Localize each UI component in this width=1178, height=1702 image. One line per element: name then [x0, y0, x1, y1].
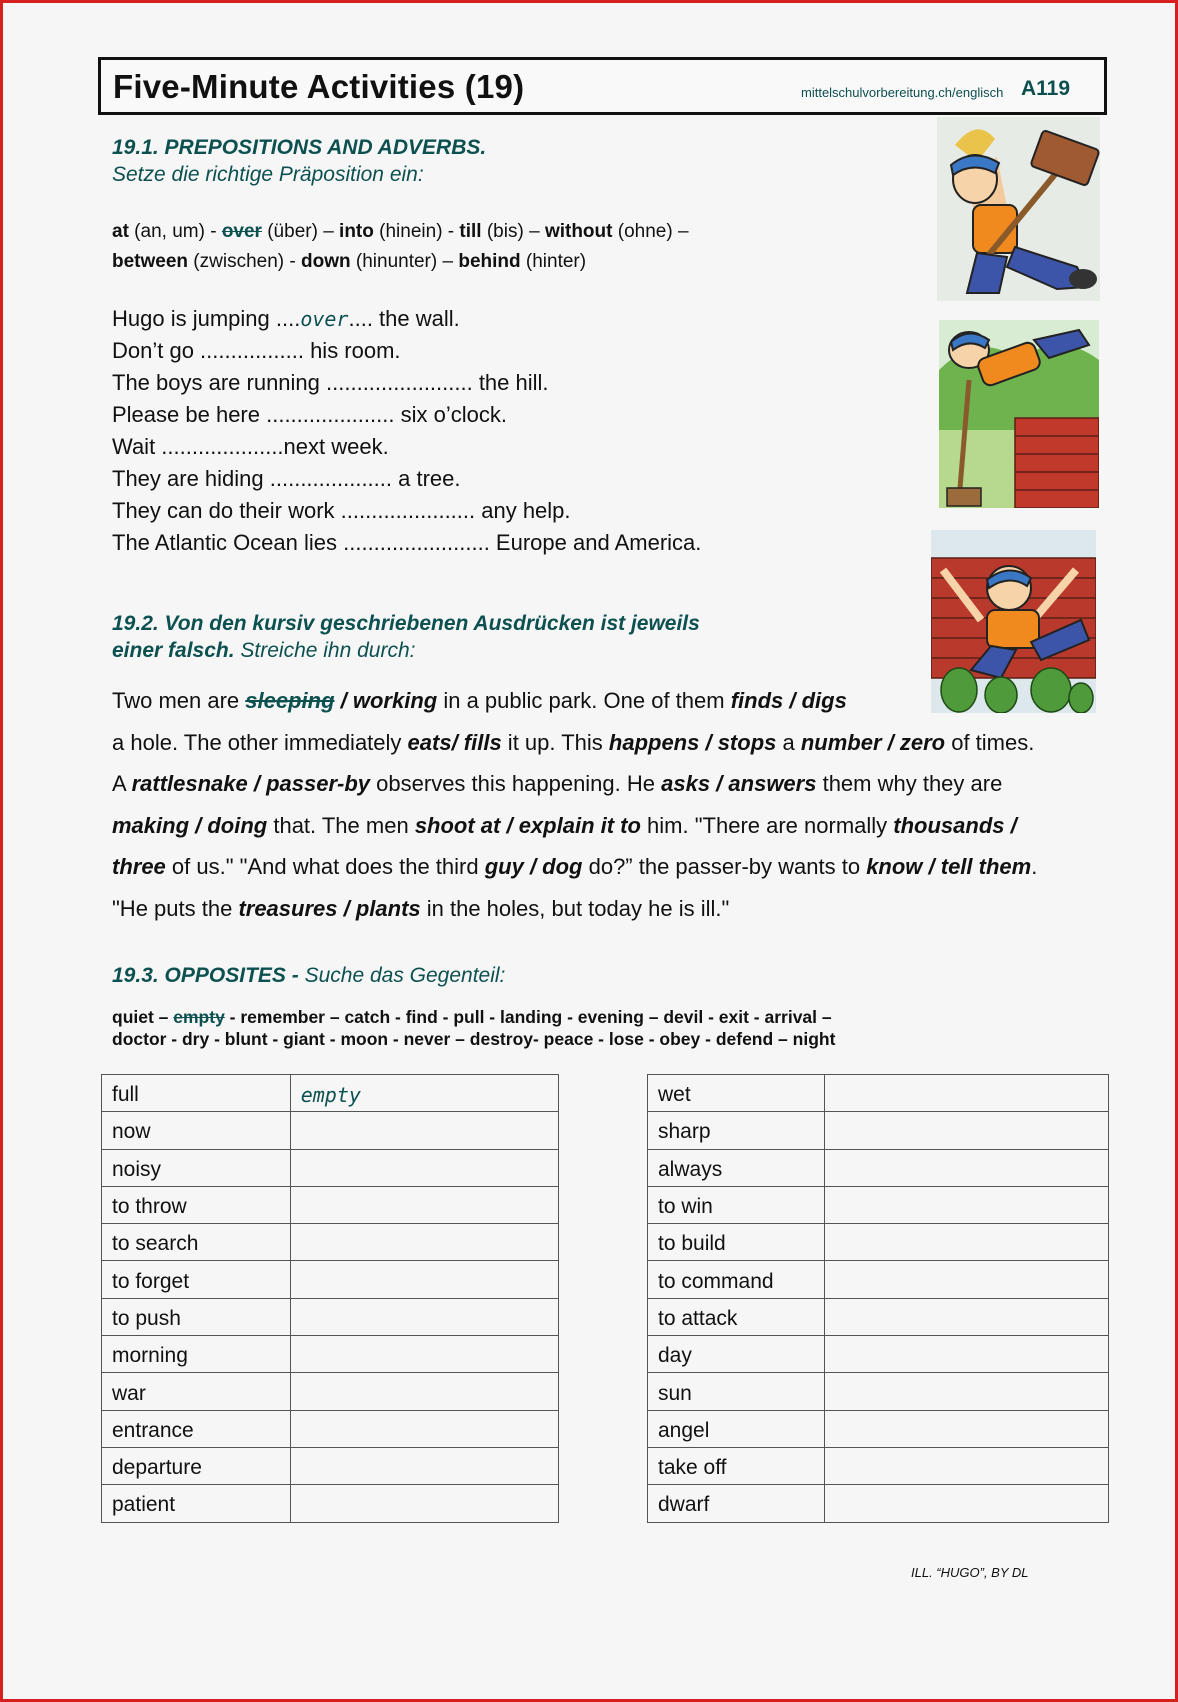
table-row [102, 1186, 559, 1223]
answer-cell[interactable] [290, 1224, 558, 1261]
story-text-segment: a [776, 729, 801, 755]
word-cell: patient [102, 1485, 291, 1522]
wordbank-word: over [221, 221, 262, 242]
fill-in-sentences [112, 303, 701, 559]
answer-cell[interactable] [824, 1447, 1108, 1484]
section2-title-bold: einer falsch. [112, 639, 235, 662]
sentence-text: They are hiding .................... a tree. [112, 466, 461, 491]
story-text-segment: of us." "And what does the third [165, 854, 485, 880]
wordbank-word: into [339, 221, 374, 242]
answer-blank[interactable]: over [300, 307, 349, 331]
answer-cell[interactable] [824, 1373, 1108, 1410]
answer-cell[interactable] [824, 1112, 1108, 1149]
answer-cell[interactable] [290, 1112, 558, 1149]
page-title: Five-Minute Activities (19) [113, 68, 525, 105]
table-row [648, 1261, 1109, 1298]
answer-cell[interactable] [290, 1447, 558, 1484]
wordbank-word: without [544, 221, 613, 242]
answer-cell[interactable] [290, 1485, 558, 1522]
answer-cell[interactable] [824, 1075, 1108, 1112]
wordbank-gloss: (ohne) – [612, 221, 689, 242]
table-row [102, 1261, 559, 1298]
story-text-segment: . [1031, 854, 1038, 880]
word-cell: now [102, 1112, 291, 1149]
opposites-struck-word: empty [173, 1007, 225, 1027]
story-text-segment: Two men are [112, 688, 246, 713]
table-row [102, 1373, 559, 1410]
wordbank-gloss: (über) – [261, 221, 340, 242]
word-cell: entrance [102, 1410, 291, 1447]
wordbank-gloss: (hinunter) – [350, 251, 459, 272]
table-row [102, 1075, 559, 1112]
story-text-segment: it up. This [501, 729, 609, 755]
header-code: A119 [1021, 77, 1071, 100]
sentence-item [112, 463, 701, 495]
table-row [102, 1336, 559, 1373]
wordbank-gloss: (hinter) [520, 251, 587, 272]
table-row [102, 1224, 559, 1261]
story-text-segment: observes this happening. He [370, 771, 662, 797]
table-row [102, 1485, 559, 1522]
answer-cell[interactable] [824, 1261, 1108, 1298]
choice-phrase[interactable]: finds / digs [730, 688, 847, 713]
story-text [112, 680, 1122, 930]
table-row [648, 1224, 1109, 1261]
story-line [112, 722, 1122, 764]
sentence-item [112, 335, 701, 367]
answer-cell[interactable] [824, 1149, 1108, 1186]
wordbank-word: down [301, 251, 351, 272]
section3-title-bold: 19.3. OPPOSITES - [112, 964, 305, 987]
sentence-text: Hugo is jumping .... [112, 306, 301, 331]
story-text-segment: of times. [945, 729, 1035, 755]
opposites-table-right [647, 1074, 1109, 1523]
sentence-item [112, 527, 701, 559]
answer-cell[interactable] [824, 1186, 1108, 1223]
answer-cell[interactable] [824, 1298, 1108, 1335]
wordbank-word: behind [458, 251, 521, 272]
word-cell: sun [648, 1373, 825, 1410]
table-row [102, 1410, 559, 1447]
sentence-text: Wait ....................next week. [112, 434, 389, 459]
sentence-item [112, 399, 701, 431]
section2-title: 19.2. Von den kursiv geschriebenen Ausdrücken ist jeweils [112, 612, 700, 635]
wordbank-gloss: (bis) – [481, 221, 545, 242]
wordbank-line-1 [112, 217, 689, 247]
choice-phrase[interactable]: happens / stops [608, 729, 777, 755]
section1-wordbank [112, 217, 689, 277]
story-text-segment: in the holes, but today he is ill." [420, 895, 730, 921]
table-row [102, 1447, 559, 1484]
answer-cell[interactable] [824, 1485, 1108, 1522]
answer-cell[interactable] [824, 1224, 1108, 1261]
story-text-segment: him. "There are normally [640, 812, 894, 838]
answer-cell[interactable] [290, 1261, 558, 1298]
choice-phrase[interactable]: know / tell them [866, 854, 1032, 880]
choice-phrase[interactable]: / working [334, 688, 438, 713]
story-line [112, 888, 1122, 930]
word-cell: to win [648, 1186, 825, 1223]
sentence-text: The Atlantic Ocean lies ........................ Europe and America. [112, 530, 702, 555]
answer-cell[interactable] [824, 1410, 1108, 1447]
sentence-text: Don’t go ................. his room. [112, 338, 401, 363]
wordbank-gloss: (hinein) - [373, 221, 460, 242]
illustration-credit: ILL. “HUGO”, BY DL [911, 1565, 1029, 1580]
sentence-item [112, 303, 701, 335]
header-site: mittelschulvorbereitung.ch/englisch [801, 85, 1004, 100]
choice-phrase[interactable]: asks / answers [661, 771, 817, 797]
story-text-segment: A [112, 771, 132, 797]
opposites-wordbank-line-2: doctor - dry - blunt - giant - moon - never – destroy- peace - lose - obey - defend – night [112, 1029, 836, 1049]
word-cell: to throw [102, 1186, 291, 1223]
answer-cell[interactable] [290, 1298, 558, 1335]
word-cell: to build [648, 1224, 825, 1261]
wordbank-word: between [112, 251, 189, 272]
sentence-item [112, 431, 701, 463]
choice-phrase[interactable]: three [112, 854, 166, 880]
table-row [648, 1373, 1109, 1410]
answer-cell[interactable] [290, 1410, 558, 1447]
story-text-segment: that. The men [267, 812, 415, 838]
word-cell: angel [648, 1410, 825, 1447]
table-row [648, 1336, 1109, 1373]
word-cell: full [102, 1075, 291, 1112]
wordbank-word: at [112, 221, 129, 242]
table-row [102, 1112, 559, 1149]
word-cell: to search [102, 1224, 291, 1261]
sentence-text: The boys are running ........................ the hill. [112, 370, 549, 395]
word-cell: sharp [648, 1112, 825, 1149]
table-row [102, 1149, 559, 1186]
choice-phrase[interactable]: eats/ fills [407, 729, 502, 755]
wordbank-line-2 [112, 247, 689, 277]
table-row [648, 1485, 1109, 1522]
choice-phrase[interactable]: making / doing [112, 812, 268, 838]
wordbank-word: till [459, 221, 482, 242]
story-line [112, 680, 1122, 722]
opposites-word: - remember – catch - find - pull - landing - evening – devil - exit - arrival – [224, 1007, 832, 1027]
section1-instruction: Setze die richtige Präposition ein: [112, 163, 424, 186]
table-row [648, 1075, 1109, 1112]
word-cell: to push [102, 1298, 291, 1335]
word-cell: morning [102, 1336, 291, 1373]
word-cell: departure [102, 1447, 291, 1484]
word-cell: to command [648, 1261, 825, 1298]
answer-cell[interactable] [290, 1336, 558, 1373]
answer-cell[interactable] [290, 1149, 558, 1186]
opposites-table-left [101, 1074, 559, 1523]
sentence-item [112, 367, 701, 399]
word-cell: wet [648, 1075, 825, 1112]
section2-instruction-text: Streiche ihn durch: [234, 639, 416, 662]
table-row [648, 1186, 1109, 1223]
story-text-segment: a hole. The other immediately [112, 729, 408, 755]
table-row [648, 1149, 1109, 1186]
choice-phrase[interactable]: shoot at / explain it to [414, 812, 641, 838]
answer-cell[interactable] [290, 1373, 558, 1410]
wordbank-gloss: (an, um) - [128, 221, 222, 242]
sentence-text: .... the wall. [348, 306, 460, 331]
sentence-item [112, 495, 701, 527]
story-text-segment: in a public park. One of them [437, 688, 731, 713]
answer-cell[interactable] [290, 1186, 558, 1223]
story-text-segment: them why they are [816, 771, 1003, 797]
story-line [112, 846, 1122, 888]
story-line [112, 763, 1122, 805]
word-cell: day [648, 1336, 825, 1373]
word-cell: always [648, 1149, 825, 1186]
sentence-text: Please be here ..................... six o’clock. [112, 402, 507, 427]
opposites-word: quiet – [112, 1007, 174, 1027]
choice-phrase[interactable]: thousands / [893, 812, 1017, 838]
wordbank-gloss: (zwischen) - [188, 251, 301, 272]
hugo-wall-jump-illustration [939, 320, 1099, 508]
section2-instruction [112, 639, 416, 663]
table-row [648, 1410, 1109, 1447]
story-text-segment: "He puts the [112, 895, 239, 921]
choice-phrase[interactable]: treasures / plants [238, 895, 421, 921]
opposites-wordbank-line-1 [112, 1006, 835, 1028]
story-text-segment: do?” the passer-by wants to [582, 854, 867, 880]
opposites-wordbank [112, 1006, 835, 1050]
sentence-text: They can do their work ...................... any help. [112, 498, 571, 523]
word-cell: dwarf [648, 1485, 825, 1522]
table-row [648, 1112, 1109, 1149]
choice-phrase[interactable]: guy / dog [484, 854, 583, 880]
word-cell: to forget [102, 1261, 291, 1298]
choice-phrase[interactable]: rattlesnake / passer-by [131, 771, 371, 797]
word-cell: take off [648, 1447, 825, 1484]
section3-instruction: Suche das Gegenteil: [304, 964, 506, 987]
choice-phrase[interactable]: number / zero [800, 729, 946, 755]
word-cell: to attack [648, 1298, 825, 1335]
table-row [102, 1298, 559, 1335]
section1-title: 19.1. PREPOSITIONS AND ADVERBS. [112, 136, 487, 159]
table-row [648, 1298, 1109, 1335]
word-cell: war [102, 1373, 291, 1410]
story-line [112, 805, 1122, 847]
table-row [648, 1447, 1109, 1484]
section3-title [112, 964, 505, 988]
choice-phrase[interactable]: sleeping [245, 688, 335, 713]
word-cell: noisy [102, 1149, 291, 1186]
answer-cell[interactable]: empty [290, 1075, 558, 1112]
hugo-broom-illustration [937, 117, 1100, 301]
answer-cell[interactable] [824, 1336, 1108, 1373]
header [98, 57, 1107, 115]
